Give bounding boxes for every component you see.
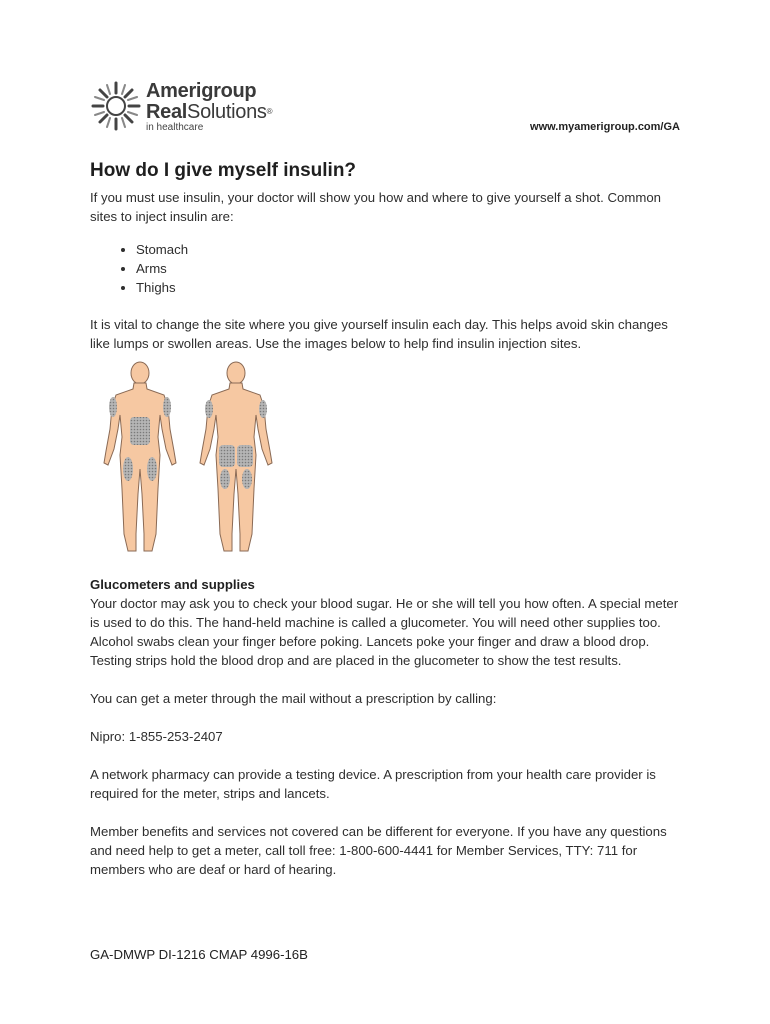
rotate-sites-paragraph: It is vital to change the site where you give yourself insulin each day. This helps avoid skin changes like lumps or swollen areas. Use the images below to help find insulin injection sites. xyxy=(90,317,668,351)
back-body-figure xyxy=(200,362,272,551)
front-body-figure xyxy=(104,362,176,551)
benefits-paragraph: Member benefits and services not covered can be different for everyone. If you have any questions and need help to get a meter, call toll free: 1-800-600-4441 for Member Services, TTY: 711 for members who are deaf or hard of hearing. xyxy=(90,824,667,877)
logo-brand-subname xyxy=(146,102,272,122)
body-diagram-image xyxy=(94,359,284,559)
logo-real: Real xyxy=(146,101,188,123)
logo-brand-name: Amerigroup xyxy=(146,80,257,102)
list-item: • Stomach xyxy=(136,240,690,259)
injection-sites-figure xyxy=(90,359,690,559)
logo-tagline: in healthcare xyxy=(146,122,204,133)
website-url: www.myamerigroup.com/GA xyxy=(530,121,680,133)
intro-paragraph: If you must use insulin, your doctor will show you how and where to give yourself a shot. Common sites to inject insulin are: xyxy=(90,190,661,224)
logo-solutions: Solutions xyxy=(187,101,267,123)
pharmacy-paragraph: A network pharmacy can provide a testing device. A prescription from your health care provider is required for the meter, strips and lancets. xyxy=(90,767,656,801)
list-item: • Thighs xyxy=(136,278,690,297)
glucometer-paragraph: Your doctor may ask you to check your blood sugar. He or she will tell you how often. A special meter is used to do this. The hand-held machine is called a glucometer. You will need other supplies too. Alcohol swabs clean your finger before poking. Lancets poke your finger and draw a blood drop. Testing strips hold the blood drop and are placed in the glucometer to show the test results. xyxy=(90,596,679,668)
nipro-phone: Nipro: 1-855-253-2407 xyxy=(90,729,223,744)
main-content xyxy=(90,160,690,879)
page-title: How do I give myself insulin? xyxy=(90,160,357,181)
injection-sites-list xyxy=(90,240,690,297)
amerigroup-logo xyxy=(90,80,290,136)
document-code: GA-DMWP DI-1216 CMAP 4996-16B xyxy=(90,947,308,962)
list-item: • Arms xyxy=(136,259,690,278)
logo-trademark: ® xyxy=(266,107,273,116)
mail-order-paragraph: You can get a meter through the mail without a prescription by calling: xyxy=(90,691,497,706)
logo-burst-icon xyxy=(90,80,142,132)
section-heading: Glucometers and supplies xyxy=(90,577,255,592)
